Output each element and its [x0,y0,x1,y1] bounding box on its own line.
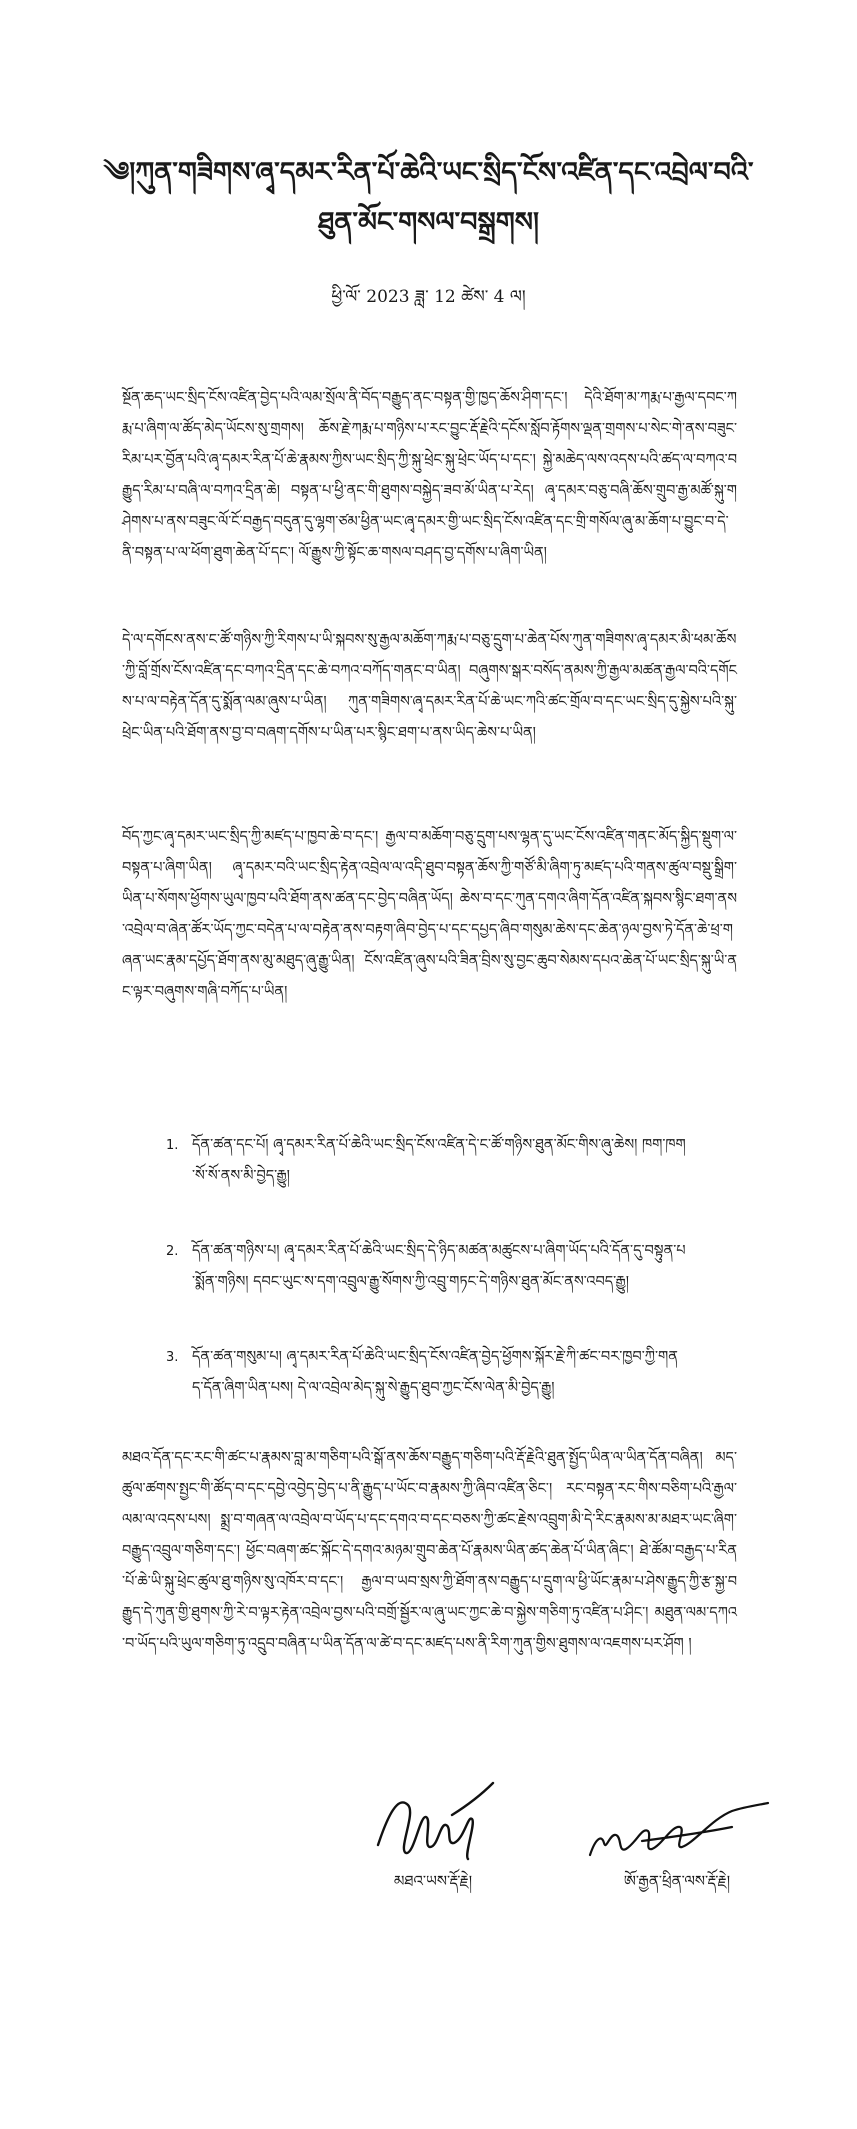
point-number: 1. [166,1138,179,1153]
title-line-2: ཐུན་མོང་གསལ་བསྒྲགས། [318,207,539,238]
signature-block [0,1775,857,1905]
point-item [166,1236,686,1298]
body-paragraph-4: མཐའ་དོན་དང་རང་གི་ཚང་པ་རྣམས་བླ་མ་གཅིག་པའི་སྒོ་ནས་ཆོས་བརྒྱུད་གཅིག་པའི་རྡོ་རྗེའི་ཐུན་སྤྱོད་ཡིན་ལ་ཡིན་དོན་བཞིན། མད་ཚུལ་ཚགས་སྤྱང་གི་ཚོད་བ་དང་དབྱེ་འབྱེད་བྱེད་པ་ནི་རྒྱུད་པ་ཡོང་བ་རྣམས་ཀྱི་ཞིབ་འཛིན་ཅིང་། རང་བསྟན་རང་གིས་བཅིག་པའི་རྒྱལ་ལམ་ལ་འདས་པས། སྨྲ་བ་གཞན་ལ་འབྲེལ་བ་ཡོད་པ་དང་དགའ་བ་དང་བཅས་ཀྱི་ཚང་རྗེས་འབྲུག་མི་དེ་རིང་རྣམས་མ་མཐར་ཡང་ཞིག་བརྒྱུད་འབྲུལ་གཅིག་དང་། ཕྱོང་བཞག་ཚང་སྐོང་དེ་དགའ་མཉམ་གྲུབ་ཆེན་པོ་རྣམས་ཡིན་ཚད་ཆེན་པོ་ཡིན་ཞིང་། ཐེ་ཚོམ་བརྒྱད་པ་རིན་པོ་ཆེ་ཡི་སྐུ་ཕྲེང་ཚུལ་ཐུ་གཉིས་སུ་འཁོར་བ་དང་། རྒྱལ་བ་ཡབ་སྲས་ཀྱི་ཐོག་ནས་བརྒྱུད་པ་དྲུག་ལ་ཕྱི་ཡོང་རྣམ་པ་ཤེས་རྒྱུད་ཀྱི་རྩ་སྐྱ་བརྒྱུད་དེ་ཀུན་གྱི་ཐུགས་ཀྱི་རེ་བ་ལྟར་རྟེན་འབྲེལ་བྱས་པའི་བགྲོ་སྦྱོར་ལ་ཞུ་ཡང་ཀྱང་ཆེ་བ་སྐྱེས་གཅིག་ཏུ་འཛིན་པ་ཤིང་། མཐུན་ལམ་དཀའ་བ་ཡོད་པའི་ཡུལ་གཅིག་ཏུ་འདྲུབ་བཞིན་པ་ཡིན་དོན་ལ་ཚེ་བ་དང་མཛད་པས་ནི་རིག་ཀུན་གྱིས་ཐུགས་ལ་འཇགས་པར་ཤོག ། [122,1450,737,1652]
numbered-points [166,1130,686,1448]
document-date: ཕྱི་ལོ་ 2023 ཟླ་ 12 ཚེས་ 4 ལ། [331,287,526,307]
point-text: དོན་ཚན་གཉིས་པ། ཞྭ་དམར་རིན་པོ་ཆེའི་ཡང་སྲིད་དེ་ཉིད་མཚན་མཚུངས་པ་ཞིག་ཡོད་པའི་དོན་དུ་བསྟུན་པ་སྨོན་གཉིས། དབང་ཡུང་ས་དག་འབྲུལ་རྒྱུ་སོགས་ཀྱི་འབྲུ་གཏང་དེ་གཉིས་ཐུན་མོང་ནས་འབད་རྒྱུ། [192,1243,686,1290]
point-text: དོན་ཚན་དང་པོ། ཞྭ་དམར་རིན་པོ་ཆེའི་ཡང་སྲིད་ངོས་འཛིན་དེ་ང་ཚོ་གཉིས་ཐུན་མོང་གིས་ཞུ་ཆེས། ཁག་ཁག་སོ་སོ་ནས་མི་བྱེད་རྒྱུ། [192,1137,686,1184]
body-paragraph-1: སྔོན་ཆད་ཡང་སྲིད་ངོས་འཛིན་བྱེད་པའི་ལམ་སྲོལ་ནི་བོད་བརྒྱུད་ནང་བསྟན་གྱི་ཁྱད་ཆོས་ཤིག་དང་། དེའི་ཐོག་མ་ཀརྨ་པ་རྒྱལ་དབང་ཀརྨ་པ་ཞིག་ལ་ཚོད་མེད་ཡོངས་སུ་གྲགས། ཆོས་རྗེ་ཀརྨ་པ་གཉིས་པ་རང་བྱུང་རྡོ་རྗེའི་དངོས་སློབ་རྟོགས་ལྡན་གྲགས་པ་སེང་གེ་ནས་བཟུང་རིམ་པར་བྱོན་པའི་ཞྭ་དམར་རིན་པོ་ཆེ་རྣམས་ཀྱིས་ཡང་སྲིད་ཀྱི་སྐུ་ཕྲེང་སྐུ་ཕྲེང་ཡོད་པ་དང་། སྐྱེ་མཆེད་ལས་འདས་པའི་ཚད་ལ་བཀའ་བརྒྱུད་རིམ་པ་བཞི་ལ་བཀའ་དྲིན་ཆེ། བསྟན་པ་ཕྱི་ནང་གི་ཐུགས་བསྐྱེད་ཟབ་མོ་ཡིན་པ་རེད། ཞྭ་དམར་བཅུ་བཞི་ཆོས་གྲུབ་རྒྱ་མཚོ་སྐུ་གཤེགས་པ་ནས་བཟུང་ལོ་ངོ་བརྒྱད་བདུན་དུ་ལྷག་ཙམ་ཕྱིན་ཡང་ཞྭ་དམར་གྱི་ཡང་སྲིད་ངོས་འཛིན་དང་གྲི་གསོལ་ཞུ་མ་ཆོག་པ་བྱུང་བ་དེ་ནི་བསྟན་པ་ལ་ཕོག་ཐུག་ཆེན་པོ་དང་། ལོ་རྒྱུས་ཀྱི་སྟོང་ཆ་གསལ་བཤད་བྱ་དགོས་པ་ཞིག་ཡིན། [122,390,737,561]
body-paragraph-3: བོད་ཀྱང་ཞྭ་དམར་ཡང་སྲིད་ཀྱི་མཛད་པ་ཁྱབ་ཆེ་བ་དང་། རྒྱལ་བ་མཆོག་བཅུ་དྲུག་པས་ལྷན་དུ་ཡང་ངོས་འཛིན་གནང་མོད་སྐྱིད་སྡུག་ལ་བསྟན་པ་ཞིག་ཡིན། ཞྭ་དམར་བའི་ཡང་སྲིད་རྟེན་འབྲེལ་ལ་འདི་ཐུབ་བསྟན་ཆོས་ཀྱི་གཙོ་མི་ཞིག་ཏུ་མཛད་པའི་གནས་ཚུལ་བསྡུ་སྒྲིག་ཡིན་པ་སོགས་ཕྱོགས་ཡུལ་ཁྱབ་པའི་ཐོག་ནས་ཚན་དང་བྱེད་བཞིན་ཡོད། ཆེས་བ་དང་ཀུན་དགའ་ཞིག་དོན་འཛིན་སྐབས་སྙིང་ཐག་ནས་འབྲེལ་བ་ཞེན་ཚོར་ཡོད་ཀྱང་བདེན་པ་ལ་བརྟེན་ནས་བརྟག་ཞིབ་བྱེད་པ་དང་དཔྱད་ཞིབ་གསུམ་ཆེས་དང་ཆེན་ཉལ་བྱས་ཏེ་དོན་ཆེ་ཕྲ་གཞན་ཡང་རྣམ་དཔྱོད་ཐོག་ནས་མུ་མཐུད་ཞུ་རྒྱུ་ཡིན། ངོས་འཛིན་ཞུས་པའི་ཟིན་བྲིས་སུ་བྱང་ཆུབ་སེམས་དཔའ་ཆེན་པོ་ཡང་སྲིད་སྐུ་ཡི་ནང་ལྟར་བཞུགས་གཞི་བཀོད་པ་ཡིན། [122,829,737,1000]
handwritten-signature-icon [582,1797,772,1867]
signatory-name: ཨོ་རྒྱན་ཕྲིན་ལས་རྡོ་རྗེ། [623,1872,731,1890]
point-number: 2. [166,1244,179,1259]
signatory-name: མཐའ་ཡས་རྡོ་རྗེ། [393,1872,473,1890]
body-paragraph-2: དེ་ལ་དགོངས་ནས་ང་ཚོ་གཉིས་ཀྱི་རིགས་པ་ཡི་སྐབས་སུ་རྒྱལ་མཆོག་ཀརྨ་པ་བཅུ་དྲུག་པ་ཆེན་པོས་ཀུན་གཟིགས་ཞྭ་དམར་མི་ཕམ་ཆོས་ཀྱི་བློ་གྲོས་ངོས་འཛིན་དང་བཀའ་དྲིན་དང་ཆེ་བཀའ་བཀོད་གནང་བ་ཡིན། བཞུགས་སྒར་བསོད་ནམས་ཀྱི་རྒྱལ་མཚན་རྒྱལ་བའི་དགོངས་པ་ལ་བརྟེན་དོན་དུ་སྨོན་ལམ་ཞུས་པ་ཡིན། ཀུན་གཟིགས་ཞྭ་དམར་རིན་པོ་ཆེ་ཡང་ཀའི་ཚང་གྲོལ་བ་དང་ཡང་སྲིད་དུ་སྐྱེས་པའི་སྐུ་ཕྲེང་ཡིན་པའི་ཐོག་ནས་བྱ་བ་བཞག་དགོས་པ་ཡིན་པར་སྙིང་ཐག་པ་ནས་ཡིད་ཆེས་པ་ཡིན། [122,632,737,741]
point-number: 3. [166,1350,179,1365]
point-item [166,1342,686,1404]
signatory-left [358,1775,508,1893]
point-text: དོན་ཚན་གསུམ་པ། ཞྭ་དམར་རིན་པོ་ཆེའི་ཡང་སྲིད་ངོས་འཛིན་བྱེད་ཕྱོགས་སྐོར་རྗེ་ཀི་ཚང་བར་ཁྱབ་ཀྱི་གནད་དོན་ཞིག་ཡིན་པས། དེ་ལ་འབྲེལ་མེད་སྐུ་སེ་རྒྱུད་ཐུབ་ཀྱང་ངོས་ལེན་མི་བྱེད་རྒྱུ། [192,1349,678,1396]
point-item [166,1130,686,1192]
handwritten-signature-icon [368,1775,498,1867]
signatory-right [572,1797,782,1893]
title-line-1: ༄།ཀུན་གཟིགས་ཞྭ་དམར་རིན་པོ་ཆེའི་ཡང་སྲིད་ངོས་འཛིན་དང་འབྲེལ་བའི་ [103,157,754,188]
document-title [60,148,797,248]
